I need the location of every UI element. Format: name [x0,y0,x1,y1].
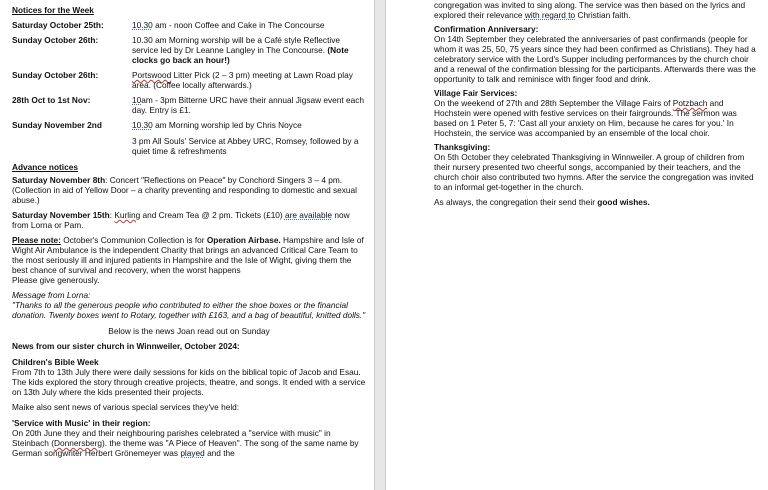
give-text: Please give generously. [12,275,100,285]
fair-text: On the weekend of 27th and 28th September the Village Fairs of Potzbach and Hochstein were opened with festive services on their fairgrounds. The sermon was based on 1 Peter 5, 7: 'Cast all your anxiety on Him, because he cares for you.' In Hochstein, the service was accompanied by an ensemble of the local choir. [434,98,737,138]
right-page [386,0,768,490]
notice-label: Saturday October 25th: [12,20,104,30]
concert-notice: Saturday November 8th: Concert "Reflections on Peace" by Conchord Singers 3 – 4 pm. (Collection in aid of Yellow Door – a charity preventing and responding to domestic and sexual abuse.) [12,175,357,205]
notice-label: Sunday October 26th: [12,70,99,80]
notice-row [12,20,366,30]
notice-bold: (Note clocks go back an hour!) [132,45,349,65]
notice-text: 3 pm All Souls' Service at Abbey URC, Romsey, followed by a quiet time & refreshments [132,136,359,156]
notice-text: am Morning worship led by Chris Noyce [152,120,302,130]
closing-text: As always, the congregation their send their good wishes. [434,197,650,207]
thanksgiving-text: On 5th October they celebrated Thanksgiving in Winnweiler. A group of children from their nursery presented two cheerful songs, accompanied by their teachers, and the church choir also contributed two hymns. After the service the congregation was invited to an informal get-together in the church. [434,152,754,192]
notice-label: 28th Oct to 1st Nov: [12,95,91,105]
confirmation-heading: Confirmation Anniversary: [434,24,539,34]
notices-heading: Notices for the Week [12,5,94,15]
notice-time: 10.30 [132,20,153,30]
news-intro: Below is the news Joan read out on Sunday [108,326,270,336]
notice-place: Portswood [132,70,172,80]
notice-label: Sunday October 26th: [12,35,99,45]
fair-heading: Village Fair Services: [434,88,518,98]
continued-text: congregation was invited to sing along. The service was then based on the lyrics and explored their relevance with regard to Christian faith. [434,0,746,20]
message-text: "Thanks to all the generous people who contributed to either the shoe boxes or the financial donation. Twenty boxes went to Rotary, together with £163, and a bag of beautiful, knitted dolls." [12,300,366,320]
kurling-notice: Saturday November 15th: Kurling and Cream Tea @ 2 pm. Tickets (£10) are available now from Lorna or Pam. [12,210,350,230]
notice-text: am - 3pm Bitterne URC have their annual Jigsaw event each day. Entry is £1. [132,95,364,115]
notice-time: 10 [132,95,142,105]
notice-row [12,95,366,115]
music-text: On 20th June they and their neighbouring parishes celebrated a "service with music" in Steinbach (Donnersberg). the theme was "A Piece of Heaven". The song of the same name by German songwriter Herbert Grönemeyer was played and the [12,428,359,458]
notice-label: Sunday November 2nd [12,120,102,130]
notice-time: 10.30 [132,120,153,130]
services-intro: Maike also sent news of various special services they've held: [12,402,240,412]
left-page [0,0,374,490]
collection-notice: Please note: October's Communion Collection is for Operation Airbase. Hampshire and Isle of Wight Air Ambulance is the independent Charity that brings an advanced Critical Care Team to the most seriously ill and injured patients in Hampshire and the Isle of Wight, giving them the best chance of survival and recovery, when the worst happens [12,235,364,275]
notice-row [12,70,366,90]
advance-heading: Advance notices [12,162,78,172]
confirmation-text: On 14th September they celebrated the anniversaries of past confirmands (people for whom it was 25, 50, 75 years since they had been confirmed as Christians). They had a celebratory service with the Lord's Supper including performances by the church choir and a renewal of the confirmation blessing for the participants. Afterwards there was the opportunity to talk and reminisce with finger food and drink. [434,34,756,84]
message-label: Message from Lorna: [12,290,91,300]
page-gap [374,0,386,490]
bible-heading: Children's Bible Week [12,357,99,367]
bible-text: From 7th to 13th July there were daily sessions for kids on the biblical topic of Jacob and Esau. The kids explored the story through creative projects, theatre, and songs. It ended with a service on 13th July where the kids presented their projects. [12,367,366,397]
notice-row [12,35,366,65]
notice-text: 10.30 am Morning worship will be a Café style Reflective service led by Dr Leanne Langley in The Concourse. [132,35,340,55]
news-heading: News from our sister church in Winnweiler, October 2024: [12,341,240,351]
notice-text: am - noon Coffee and Cake in The Concourse [152,20,325,30]
thanksgiving-heading: Thanksgiving: [434,142,491,152]
notice-row [12,120,366,130]
music-heading: 'Service with Music' in their region: [12,418,151,428]
notice-text: Litter Pick (2 – 3 pm) meeting at Lawn Road play area. (Coffee locally afterwards.) [132,70,353,90]
